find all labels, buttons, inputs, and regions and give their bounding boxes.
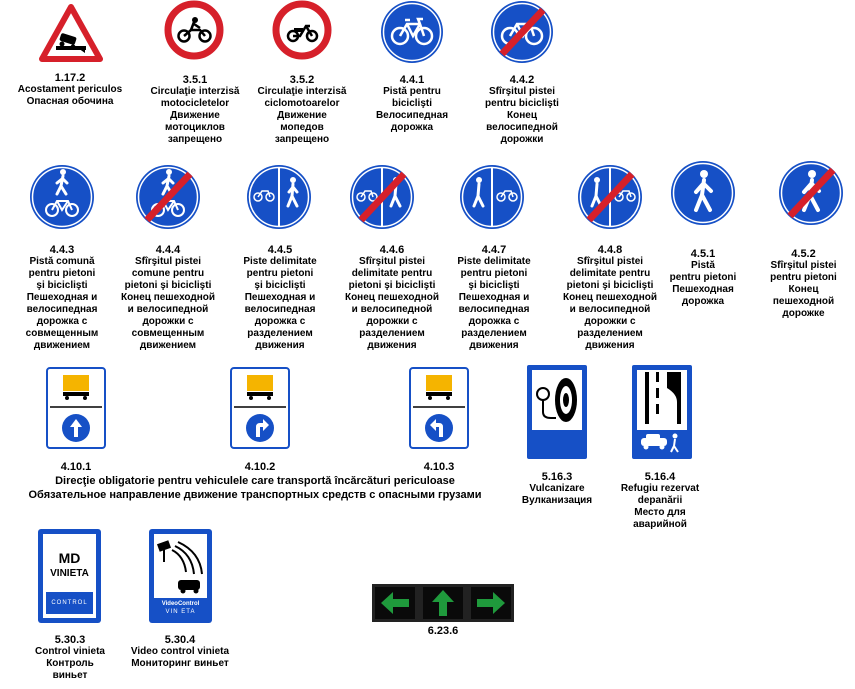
caption-4-4-6: 4.4.6 Sfîrşitul pistei delimitate pentru pietoni şi biciclişti Конец пешеходной и велосипедной дорожки с разделением движения: [344, 244, 440, 351]
pedestrian-end-icon: [778, 160, 844, 226]
bicycle-icon: [380, 0, 444, 64]
split-lane-icon: [246, 164, 312, 230]
caption-5-16-4: 5.16.4 Refugiu rezervat depanării Место для аварийной: [620, 471, 700, 530]
split-lane-reversed-icon: [459, 164, 525, 230]
pedestrian-bicycle-end-icon: [135, 164, 201, 230]
plate-bottom-text: CONTROL: [51, 600, 88, 606]
caption-1-17-2: 1.17.2 Acostament periculos Опасная обочина: [10, 72, 130, 108]
sign-4-4-8: [577, 164, 643, 230]
caption-4-5-1: 4.5.1 Pistă pentru pietoni Пешеходная дорожка: [669, 248, 737, 307]
warning-triangle-soft-shoulder-icon: [39, 4, 103, 62]
caption-4-4-2: 4.4.2 Sfîrşitul pistei pentru biciclişti Конец велосипедной дорожки: [485, 74, 559, 145]
caption-6-23-6: 6.23.6: [427, 625, 459, 637]
caption-4-10-2-code: 4.10.2: [244, 461, 276, 473]
caption-4-4-8: 4.4.8 Sfîrşitul pistei delimitate pentru pietoni şi biciclişti Конец пешеходной и велосипедной дорожки с разделением движения: [562, 244, 658, 351]
split-lane-end-icon: [349, 164, 415, 230]
sign-4-5-2: [778, 160, 844, 226]
sign-3-5-1: [164, 0, 224, 60]
pedestrian-bicycle-icon: [29, 164, 95, 230]
bicycle-end-icon: [490, 0, 554, 64]
caption-3-5-1: 3.5.1 Circulaţie interzisă motocicletelor Движение мотоциклов запрещено: [150, 74, 240, 145]
dangerous-goods-left-icon: [409, 367, 469, 449]
sign-4-10-2: [230, 367, 290, 449]
sign-4-5-1: [670, 160, 736, 226]
sign-1-17-2: [39, 4, 103, 62]
sign-5-16-4: [631, 364, 693, 460]
caption-5-16-3: 5.16.3 Vulcanizare Вулканизация: [521, 471, 593, 506]
caption-4-10-1-code: 4.10.1: [60, 461, 92, 473]
split-lane-reversed-end-icon: [577, 164, 643, 230]
plate-mid-text: VINIETA: [50, 568, 89, 579]
sign-3-5-2: [272, 0, 332, 60]
caption-3-5-2: 3.5.2 Circulaţie interzisă ciclomotoarelor Движение мопедов запрещено: [257, 74, 347, 145]
dangerous-goods-right-icon: [230, 367, 290, 449]
caption-4-4-4: 4.4.4 Sfîrşitul pistei comune pentru pietoni şi biciclişti Конец пешеходной и велосипедной дорожки с совмещенным движением: [120, 244, 216, 351]
sign-4-4-2: [490, 0, 554, 64]
sign-4-10-1: [46, 367, 106, 449]
caption-5-30-3: 5.30.3 Control vinieta Контроль виньет: [34, 634, 105, 681]
plate-top-text: MD: [58, 550, 81, 566]
pedestrian-icon: [670, 160, 736, 226]
sign-5-16-3: [526, 364, 588, 460]
sign-4-4-7: [459, 164, 525, 230]
caption-4-4-3: 4.4.3 Pistă comună pentru pietoni şi biciclişti Пешеходная и велосипедная дорожка с совмещенным движением: [25, 244, 99, 351]
sign-4-4-4: [135, 164, 201, 230]
sign-5-30-4: [148, 528, 213, 624]
caption-4-4-5: 4.4.5 Piste delimitate pentru pietoni şi biciclişti Пешеходная и велосипедная дорожка с разделением движения: [243, 244, 317, 351]
sign-code: 1.17.2: [54, 72, 86, 84]
caption-4-4-7: 4.4.7 Piste delimitate pentru pietoni şi biciclişti Пешеходная и велосипедная дорожка с разделением движения: [457, 244, 531, 351]
caption-4-4-1: 4.4.1 Pistă pentru biciclişti Велосипедная дорожка: [375, 74, 449, 133]
sign-4-4-5: [246, 164, 312, 230]
caption-4-10-3-code: 4.10.3: [423, 461, 455, 473]
sign-4-4-6: [349, 164, 415, 230]
sign-4-10-3: [409, 367, 469, 449]
sign-4-4-1: [380, 0, 444, 64]
plate-line2-text: VIN ETA: [165, 609, 196, 615]
caption-4-5-2: 4.5.2 Sfîrşitul pistei pentru pietoni Конец пешеходной дорожке: [770, 248, 837, 319]
emergency-stop-icon: [631, 364, 693, 460]
caption-5-30-4: 5.30.4 Video control vinieta Мониторинг виньет: [130, 634, 230, 669]
green-arrows-icon: [372, 584, 514, 622]
sign-4-4-3: [29, 164, 95, 230]
tire-service-icon: [526, 364, 588, 460]
plate-line1-text: VideoControl: [161, 601, 200, 607]
sign-5-30-3: [37, 528, 102, 624]
moped-icon: [272, 0, 332, 60]
motorcycle-icon: [164, 0, 224, 60]
dangerous-goods-straight-icon: [46, 367, 106, 449]
sign-6-23-6: [372, 584, 514, 622]
caption-4-10-shared: Direcţie obligatorie pentru vehiculele care transportă încărcături periculoase Обязательное направление движение транспортных средств с опасными грузами: [28, 475, 482, 501]
